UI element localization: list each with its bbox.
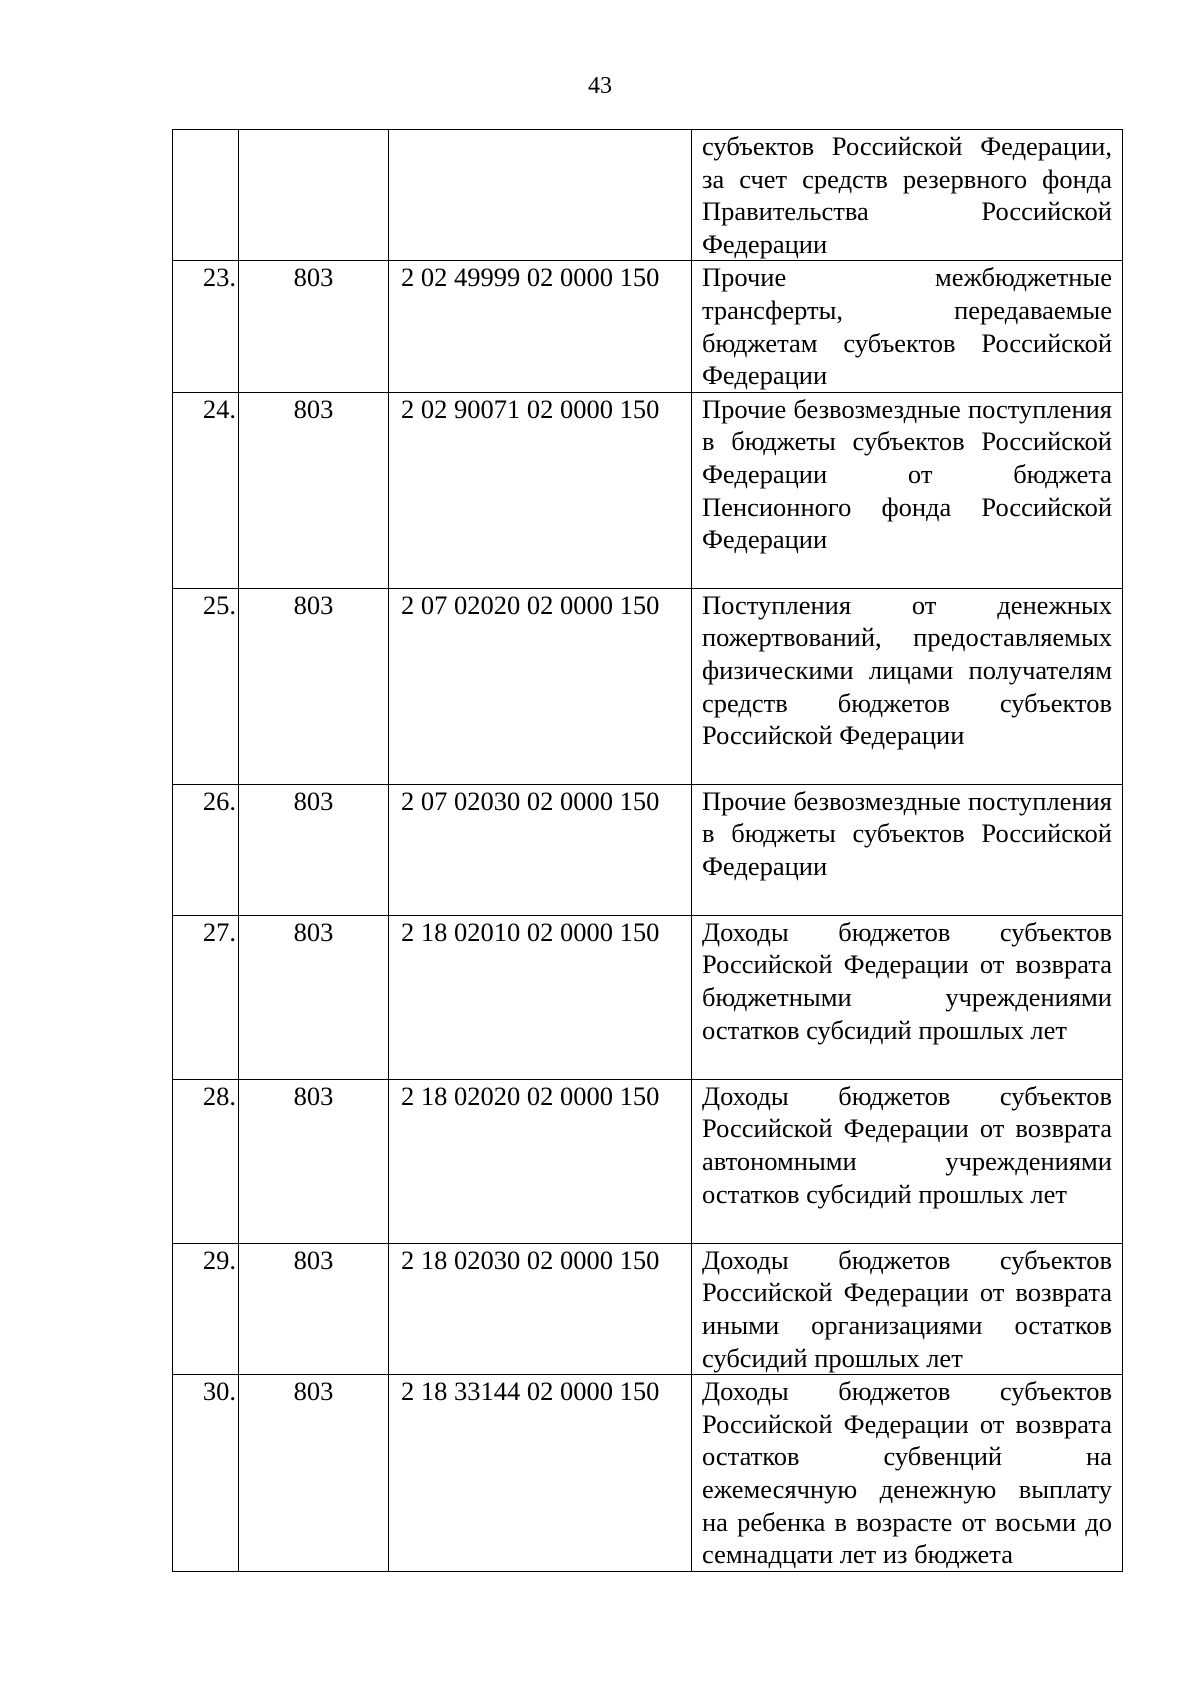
table-row — [173, 261, 1123, 392]
table-row — [173, 1375, 1123, 1572]
table-row — [173, 915, 1123, 1079]
revenue-code-cell: 2 18 02030 02 0000 150 — [389, 1243, 692, 1374]
description-cell: Доходы бюджетов субъектов Российской Федерации от возврата остатков субвенций на ежемесячную денежную выплату на ребенка в возрасте от восьми до семнадцати лет из бюджета — [692, 1375, 1123, 1572]
admin-code-cell: 803 — [239, 1243, 389, 1374]
table-row — [173, 1243, 1123, 1374]
budget-revenue-table — [172, 129, 1123, 1572]
row-number-cell: 26. — [173, 784, 239, 915]
revenue-code-cell: 2 07 02020 02 0000 150 — [389, 588, 692, 784]
description-cell: Прочие безвозмездные поступления в бюджеты субъектов Российской Федерации — [692, 784, 1123, 915]
admin-code-cell — [239, 130, 389, 261]
description-cell: Доходы бюджетов субъектов Российской Федерации от возврата иными организациями остатков субсидий прошлых лет — [692, 1243, 1123, 1374]
table-row — [173, 784, 1123, 915]
table-row — [173, 392, 1123, 588]
row-number-cell — [173, 130, 239, 261]
admin-code-cell: 803 — [239, 915, 389, 1079]
admin-code-cell: 803 — [239, 784, 389, 915]
table-row — [173, 588, 1123, 784]
revenue-code-cell: 2 02 49999 02 0000 150 — [389, 261, 692, 392]
revenue-code-cell: 2 18 33144 02 0000 150 — [389, 1375, 692, 1572]
description-cell: Прочие безвозмездные поступления в бюджеты субъектов Российской Федерации от бюджета Пенсионного фонда Российской Федерации — [692, 392, 1123, 588]
row-number-cell: 23. — [173, 261, 239, 392]
revenue-code-cell: 2 07 02030 02 0000 150 — [389, 784, 692, 915]
description-cell: Прочие межбюджетные трансферты, передаваемые бюджетам субъектов Российской Федерации — [692, 261, 1123, 392]
revenue-code-cell: 2 02 90071 02 0000 150 — [389, 392, 692, 588]
description-cell: Доходы бюджетов субъектов Российской Федерации от возврата автономными учреждениями остатков субсидий прошлых лет — [692, 1079, 1123, 1243]
row-number-cell: 30. — [173, 1375, 239, 1572]
revenue-code-cell: 2 18 02010 02 0000 150 — [389, 915, 692, 1079]
row-number-cell: 27. — [173, 915, 239, 1079]
admin-code-cell: 803 — [239, 1375, 389, 1572]
row-number-cell: 25. — [173, 588, 239, 784]
admin-code-cell: 803 — [239, 392, 389, 588]
description-cell: Поступления от денежных пожертвований, предоставляемых физическими лицами получателям средств бюджетов субъектов Российской Федерации — [692, 588, 1123, 784]
page-number: 43 — [588, 73, 612, 99]
admin-code-cell: 803 — [239, 261, 389, 392]
description-cell: субъектов Российской Федерации, за счет средств резервного фонда Правительства Российской Федерации — [692, 130, 1123, 261]
revenue-code-cell — [389, 130, 692, 261]
revenue-code-cell: 2 18 02020 02 0000 150 — [389, 1079, 692, 1243]
description-cell: Доходы бюджетов субъектов Российской Федерации от возврата бюджетными учреждениями остатков субсидий прошлых лет — [692, 915, 1123, 1079]
row-number-cell: 24. — [173, 392, 239, 588]
admin-code-cell: 803 — [239, 1079, 389, 1243]
table-row — [173, 1079, 1123, 1243]
row-number-cell: 29. — [173, 1243, 239, 1374]
row-number-cell: 28. — [173, 1079, 239, 1243]
admin-code-cell: 803 — [239, 588, 389, 784]
table-row — [173, 130, 1123, 261]
table-body — [173, 130, 1123, 1572]
